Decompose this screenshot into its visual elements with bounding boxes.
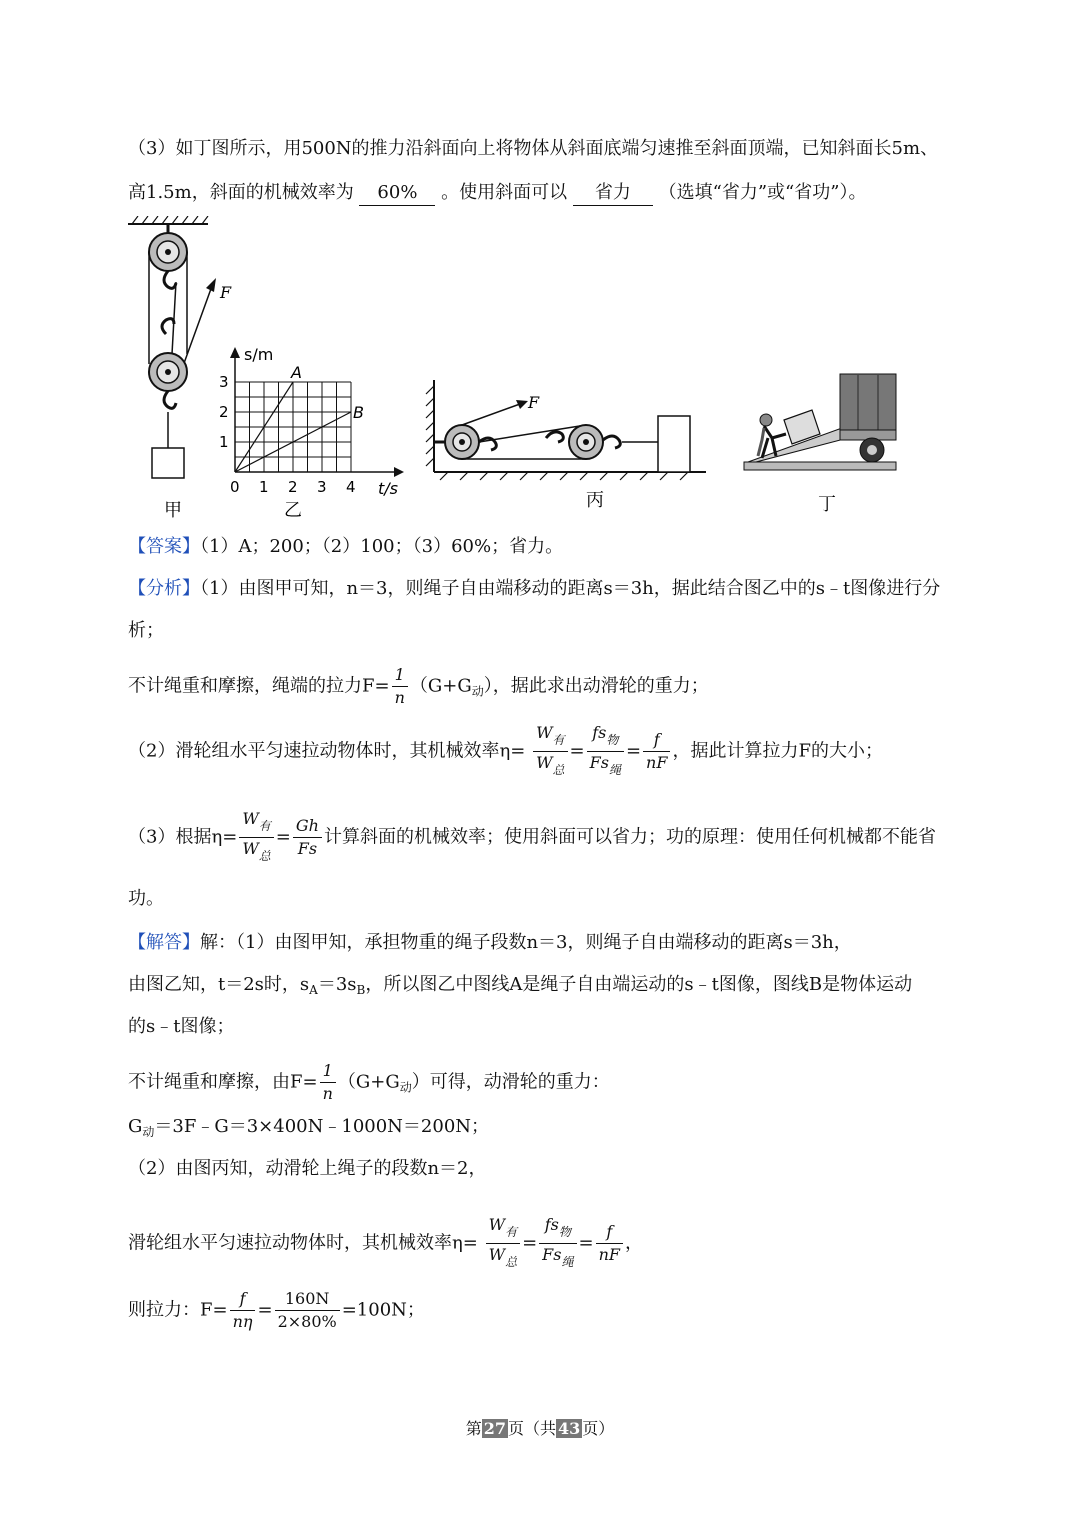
blank-efficiency: 60% [359, 181, 435, 206]
q3-line2: 高1.5m，斜面的机械效率为 60% 。使用斜面可以 省力 （选填“省力”或“省功”）。 [128, 178, 866, 208]
page-footer: 第 27 页（共 43 页） [465, 1419, 615, 1438]
figure-yi [219, 345, 404, 498]
solution-line8: 则拉力：F= $\frac{f}{n\eta}$ = $\frac{160N}{2\times 80\%}$ =100N； [128, 1289, 425, 1331]
solution-line1: 【解答】解：（1）由图甲知，承担物重的绳子段数n＝3，则绳子自由端移动的距离s＝3h， [128, 932, 852, 953]
answer-line: 【答案】（1）A；200；（2）100；（3）60%；省力。 [128, 536, 564, 557]
solution-line3: 的s﹣t图像； [128, 1016, 235, 1037]
caption-jia: 甲 [164, 500, 182, 521]
figure-ding [744, 374, 896, 470]
caption-yi: 乙 [284, 500, 302, 521]
caption-bing: 丙 [586, 490, 604, 511]
analysis-line5: （3）根据η= $\frac{W_有}{W_总}$ = $\frac{Gh}{Fs}$ 计算斜面的机械效率；使用斜面可以省力；功的原理：使用任何机械都不能省 [128, 808, 936, 867]
solution-line2: 由图乙知，t＝2s时，$s_A=3s_B$，所以图乙中图线A是绳子自由端运动的s﹣t图像，图线B是物体运动 [128, 974, 913, 997]
caption-ding: 丁 [818, 494, 836, 515]
blank-save: 省力 [573, 181, 653, 206]
series-label-a: A [291, 363, 302, 382]
analysis-line3: 不计绳重和摩擦，绳端的拉力F= $\frac{1}{n}$ $(G+G_动)$，据此求出动滑轮的重力； [128, 665, 709, 707]
solution-line5: $G_动=3F﹣G=3\times 400N﹣1000N=200N$； [128, 1116, 490, 1139]
axis-label-y: s/m [244, 345, 274, 364]
page-total: 43 [558, 1419, 581, 1438]
solution-line6: （2）由图丙知，动滑轮上绳子的段数n＝2， [128, 1158, 487, 1179]
x-tick-label: 2 [288, 478, 298, 496]
answer-label: 【答案】 [128, 536, 200, 557]
x-tick-label: 3 [317, 478, 327, 496]
analysis-line1: 【分析】（1）由图甲可知，n＝3，则绳子自由端移动的距离s＝3h，据此结合图乙中的s﹣t图像进行分 [128, 578, 941, 599]
axis-label-x: t/s [378, 479, 398, 498]
analysis-label: 【分析】 [128, 578, 200, 599]
solution-line7: 滑轮组水平匀速拉动物体时，其机械效率η= $\frac{W_有}{W_总}$ = $\frac{fs_物}{Fs_绳}$ = $\frac{f}{nF}$ ， [128, 1214, 643, 1273]
analysis-line4: （2）滑轮组水平匀速拉动物体时，其机械效率η= $\frac{W_有}{W_总}$ = $\frac{fs_物}{Fs_绳}$ = $\frac{f}{nF}$ ，据此计算拉力F的大小； [128, 722, 883, 781]
x-tick-label: 0 [230, 478, 240, 496]
figure-jia [128, 216, 232, 478]
analysis-line2: 析； [128, 620, 164, 641]
solution-line4: 不计绳重和摩擦，由F= $\frac{1}{n}$ $(G+G_动)$可得，动滑轮的重力： [128, 1061, 610, 1103]
y-tick-label: 3 [219, 373, 229, 391]
figure-bing [426, 380, 706, 480]
y-tick-label: 2 [219, 403, 229, 421]
analysis-line6: 功。 [128, 888, 164, 909]
series-label-b: B [353, 403, 364, 422]
page-number: 27 [483, 1419, 506, 1438]
figures-svg [128, 216, 948, 526]
x-tick-label: 4 [346, 478, 356, 496]
x-tick-label: 1 [259, 478, 269, 496]
bing-force-label: F [528, 393, 540, 412]
y-tick-label: 1 [219, 433, 229, 451]
jia-force-label: F [220, 283, 232, 302]
q3-line1: （3）如丁图所示，用500N的推力沿斜面向上将物体从斜面底端匀速推至斜面顶端，已知斜面长5m、 [128, 138, 939, 159]
solution-label: 【解答】 [128, 932, 200, 953]
figure-panel [128, 216, 948, 530]
